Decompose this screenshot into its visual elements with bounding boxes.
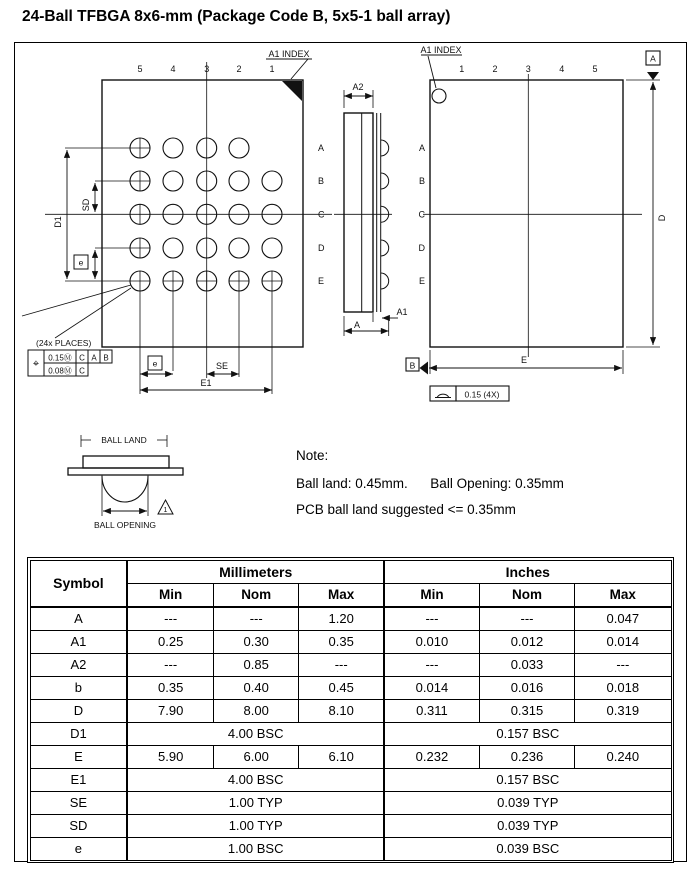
dim-A2-label: A2	[352, 82, 364, 92]
ball-profile	[381, 240, 389, 256]
top-extension-lines	[430, 80, 660, 374]
mm-nom: 6.00	[214, 745, 299, 768]
mm-min: ---	[127, 607, 213, 631]
note-line-2: PCB ball land suggested <= 0.35mm	[296, 502, 516, 517]
fcf-tolerance-1: 0.15Ⓜ	[48, 353, 72, 363]
table-row	[30, 653, 671, 676]
side-view	[334, 90, 398, 336]
datum-B-triangle-icon	[420, 362, 429, 375]
dim-E1-label: E1	[200, 378, 212, 388]
in-min: 0.232	[384, 745, 479, 768]
package-outline	[430, 80, 623, 347]
in-max: 0.047	[575, 607, 671, 631]
mm-nom: ---	[214, 607, 299, 631]
symbol-cell: E1	[30, 768, 127, 791]
places-note: (24x PLACES)	[36, 338, 92, 348]
subheader-min: Min	[384, 583, 479, 607]
a1-index-label: A1 INDEX	[420, 45, 462, 55]
ball-land-detail	[68, 435, 183, 516]
subheader-min: Min	[127, 583, 213, 607]
ball-profile	[381, 173, 389, 189]
in-min: ---	[384, 653, 479, 676]
fcf-datum: A	[91, 353, 97, 363]
ball-opening-label: BALL OPENING	[93, 520, 157, 530]
dim-SD-label: SD	[81, 198, 91, 212]
dim-e-bottom-label: e	[152, 358, 158, 369]
row-label: A	[318, 143, 325, 153]
row-label: D	[418, 243, 425, 253]
mm-nom: 0.30	[214, 630, 299, 653]
datum-B-label: B	[409, 360, 416, 371]
ball	[229, 171, 249, 191]
fcf-datum: C	[79, 366, 85, 376]
table-row	[30, 837, 671, 860]
mm-max: 0.45	[299, 676, 384, 699]
side-view-labels	[352, 82, 407, 330]
subheader-max: Max	[299, 583, 384, 607]
ball	[163, 238, 183, 258]
fcf-datum: B	[103, 353, 109, 363]
table-row	[30, 607, 671, 631]
header-inches: Inches	[384, 560, 671, 583]
row-label: D	[318, 243, 325, 253]
ball-land-plate	[83, 456, 169, 468]
in-nom: 0.016	[479, 676, 574, 699]
dim-D-label: D	[657, 214, 667, 222]
fcf-leader	[22, 285, 131, 316]
mm-span-value: 1.00 BSC	[127, 837, 384, 860]
dim-A1-label: A1	[396, 307, 408, 317]
table-row	[30, 745, 671, 768]
top-view	[406, 51, 660, 401]
table-row	[30, 791, 671, 814]
seating-plane-symbol-icon	[435, 394, 451, 397]
table-row	[30, 722, 671, 745]
subheader-max: Max	[575, 583, 671, 607]
symbol-cell: e	[30, 837, 127, 860]
header-symbol: Symbol	[30, 560, 127, 607]
ball	[229, 138, 249, 158]
table-header-row	[30, 560, 671, 583]
symbol-cell: SE	[30, 791, 127, 814]
in-nom: 0.033	[479, 653, 574, 676]
in-min: ---	[384, 607, 479, 631]
col-label: 1	[269, 64, 275, 74]
subheader-nom: Nom	[479, 583, 574, 607]
datum-A-triangle-icon	[647, 72, 659, 80]
ball-profile	[381, 273, 389, 289]
ball-profile	[381, 140, 389, 156]
col-label: 4	[170, 64, 176, 74]
dim-SE-label: SE	[215, 361, 229, 371]
note-flag-number: 1	[163, 507, 168, 514]
in-nom: 0.236	[479, 745, 574, 768]
table-row	[30, 676, 671, 699]
ball	[163, 171, 183, 191]
col-label: 3	[525, 64, 531, 74]
ball	[262, 238, 282, 258]
in-max: 0.018	[575, 676, 671, 699]
a1-index-leader	[428, 56, 436, 88]
mm-max: 1.20	[299, 607, 384, 631]
ball	[262, 171, 282, 191]
mm-max: 0.35	[299, 630, 384, 653]
mm-span-value: 1.00 TYP	[127, 814, 384, 837]
ball-dome	[102, 476, 148, 502]
table-row	[30, 699, 671, 722]
fcf-tolerance-2: 0.08Ⓜ	[48, 366, 72, 376]
dim-e-left-label: e	[78, 257, 84, 268]
col-label: 1	[459, 64, 465, 74]
symbol-cell: SD	[30, 814, 127, 837]
row-label: C	[418, 209, 425, 220]
row-label: A	[418, 143, 425, 153]
in-span-value: 0.039 TYP	[384, 814, 671, 837]
ball-land-label: BALL LAND	[101, 435, 147, 445]
symbol-cell: A1	[30, 630, 127, 653]
symbol-cell: b	[30, 676, 127, 699]
in-nom: 0.315	[479, 699, 574, 722]
solder-mask	[68, 468, 183, 475]
mm-nom: 0.85	[214, 653, 299, 676]
in-max: 0.014	[575, 630, 671, 653]
dimension-table	[30, 560, 672, 861]
in-span-value: 0.157 BSC	[384, 722, 671, 745]
mm-span-value: 1.00 TYP	[127, 791, 384, 814]
col-label: 5	[137, 64, 143, 74]
symbol-cell: D	[30, 699, 127, 722]
note-heading: Note:	[296, 448, 329, 463]
in-nom: ---	[479, 607, 574, 631]
in-span-value: 0.039 TYP	[384, 791, 671, 814]
dim-A-label: A	[353, 320, 361, 330]
in-span-value: 0.157 BSC	[384, 768, 671, 791]
a1-index-mark-icon	[282, 81, 302, 101]
mm-min: 0.35	[127, 676, 213, 699]
mm-min: 0.25	[127, 630, 213, 653]
in-max: ---	[575, 653, 671, 676]
in-min: 0.311	[384, 699, 479, 722]
mm-nom: 0.40	[214, 676, 299, 699]
symbol-cell: D1	[30, 722, 127, 745]
ball	[229, 238, 249, 258]
body-outline	[344, 113, 373, 312]
symbol-cell: A2	[30, 653, 127, 676]
position-symbol-icon: ⌖	[32, 358, 40, 370]
mm-min: ---	[127, 653, 213, 676]
row-label: B	[418, 176, 425, 186]
col-label: 2	[236, 64, 242, 74]
col-label: 4	[559, 64, 565, 74]
row-label: B	[318, 176, 325, 186]
datum-A-label: A	[650, 53, 656, 64]
subheader-nom: Nom	[214, 583, 299, 607]
a1-index-leader	[291, 59, 308, 79]
a1-index-mark-icon	[432, 89, 446, 103]
col-label: 2	[492, 64, 498, 74]
side-extension-lines	[344, 90, 389, 336]
row-label: E	[318, 276, 325, 286]
coplanarity-value: 0.15 (4X)	[464, 389, 500, 400]
in-span-value: 0.039 BSC	[384, 837, 671, 860]
row-label: C	[318, 209, 325, 220]
dimension-table-wrapper	[27, 557, 674, 863]
table-row	[30, 814, 671, 837]
page-title: 24-Ball TFBGA 8x6-mm (Package Code B, 5x5-1 ball array)	[22, 8, 451, 25]
note-line-1: Ball land: 0.45mm. Ball Opening: 0.35mm	[296, 476, 564, 491]
in-min: 0.014	[384, 676, 479, 699]
dim-E-label: E	[520, 355, 528, 365]
table-row	[30, 768, 671, 791]
ball	[163, 138, 183, 158]
ball-land-labels	[94, 435, 168, 530]
header-millimeters: Millimeters	[127, 560, 384, 583]
mm-max: 6.10	[299, 745, 384, 768]
mm-span-value: 4.00 BSC	[127, 768, 384, 791]
in-nom: 0.012	[479, 630, 574, 653]
mm-max: ---	[299, 653, 384, 676]
package-outline	[102, 80, 303, 347]
mm-span-value: 4.00 BSC	[127, 722, 384, 745]
mm-min: 7.90	[127, 699, 213, 722]
mm-max: 8.10	[299, 699, 384, 722]
row-label: E	[418, 276, 425, 286]
in-min: 0.010	[384, 630, 479, 653]
symbol-cell: A	[30, 607, 127, 631]
symbol-cell: E	[30, 745, 127, 768]
coplanarity-fcf-box	[430, 386, 456, 401]
fcf-datum: C	[79, 353, 85, 363]
col-label: 3	[204, 64, 210, 74]
in-max: 0.240	[575, 745, 671, 768]
a1-index-label: A1 INDEX	[268, 49, 310, 59]
col-label: 5	[592, 64, 598, 74]
table-row	[30, 630, 671, 653]
mm-min: 5.90	[127, 745, 213, 768]
mm-nom: 8.00	[214, 699, 299, 722]
dim-D1-label: D1	[53, 216, 63, 228]
in-max: 0.319	[575, 699, 671, 722]
